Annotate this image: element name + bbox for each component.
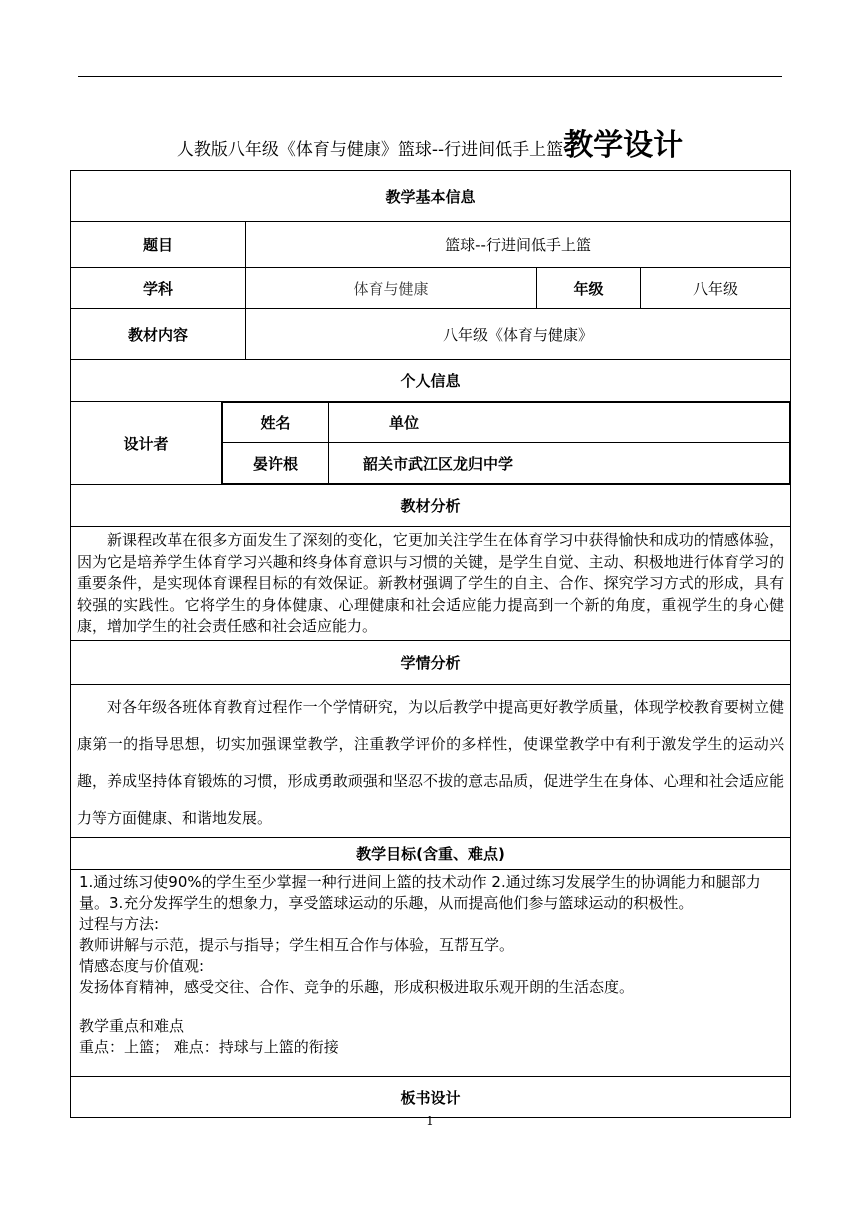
objectives-content [71, 870, 791, 1077]
key-label: 教学重点和难点 [79, 1017, 185, 1035]
material-label: 教材内容 [71, 309, 246, 360]
subject-label: 学科 [71, 268, 246, 309]
objectives-line1: 1.通过练习使90%的学生至少掌握一种行进间上篮的技术动作 2.通过练习发展学生的协调能力和腿部力量。3.充分发挥学生的想象力，享受篮球运动的乐趣，从而提高他们参与篮球运动的积极性。 [79, 873, 761, 912]
lesson-plan-table [70, 170, 791, 1118]
header-rule [78, 76, 782, 77]
process-label: 过程与方法: [79, 915, 160, 933]
emotion-text: 发扬体育精神，感受交往、合作、竞争的乐趣，形成积极进取乐观开朗的生活态度。 [79, 978, 635, 996]
designer-inner-table [222, 402, 790, 484]
grade-label: 年级 [537, 268, 641, 309]
grade-value: 八年级 [641, 268, 791, 309]
objectives-heading: 教学目标(含重、难点) [71, 838, 791, 870]
name-value: 晏许根 [223, 443, 329, 484]
unit-label: 单位 [329, 403, 790, 443]
board-design-heading: 板书设计 [71, 1077, 791, 1118]
material-analysis-heading: 教材分析 [71, 485, 791, 527]
process-text: 教师讲解与示范，提示与指导；学生相互合作与体验，互帮互学。 [79, 936, 515, 954]
unit-value: 韶关市武江区龙归中学 [329, 443, 790, 484]
page-number: 1 [426, 1114, 434, 1128]
material-value: 八年级《体育与健康》 [246, 309, 791, 360]
student-analysis-text: 对各年级各班体育教育过程作一个学情研究，为以后教学中提高更好教学质量，体现学校教育要树立健康第一的指导思想，切实加强课堂教学，注重教学评价的多样性，使课堂教学中有利于激发学生的运动兴趣，养成坚持体育锻炼的习惯，形成勇敢顽强和坚忍不拔的意志品质，促进学生在身体、心理和社会适应能力等方面健康、和谐地发展。 [71, 685, 791, 838]
designer-details [222, 402, 791, 485]
basic-info-heading: 教学基本信息 [71, 171, 791, 222]
student-analysis-heading: 学情分析 [71, 641, 791, 685]
title-suffix: 教学设计 [563, 128, 684, 163]
spacer [79, 998, 782, 1016]
topic-label: 题目 [71, 222, 246, 268]
designer-label: 设计者 [71, 402, 222, 485]
document-title [0, 120, 860, 164]
material-analysis-text: 新课程改革在很多方面发生了深刻的变化，它更加关注学生在体育学习中获得愉快和成功的情感体验，因为它是培养学生体育学习兴趣和终身体育意识与习惯的关键，是学生自觉、主动、积极地进行体育学习的重要条件，是实现体育课程目标的有效保证。新教材强调了学生的自主、合作、探究学习方式的形成，具有较强的实践性。它将学生的身体健康、心理健康和社会适应能力提高到一个新的角度，重视学生的身心健康，增加学生的社会责任感和社会适应能力。 [71, 527, 791, 641]
name-label: 姓名 [223, 403, 329, 443]
key-text: 重点：上篮； 难点：持球与上篮的衔接 [79, 1038, 339, 1056]
subject-value: 体育与健康 [246, 268, 537, 309]
topic-value: 篮球--行进间低手上篮 [246, 222, 791, 268]
emotion-label: 情感态度与价值观: [79, 957, 205, 975]
personal-info-heading: 个人信息 [71, 360, 791, 402]
title-main: 人教版八年级《体育与健康》篮球--行进间低手上篮 [176, 140, 564, 160]
